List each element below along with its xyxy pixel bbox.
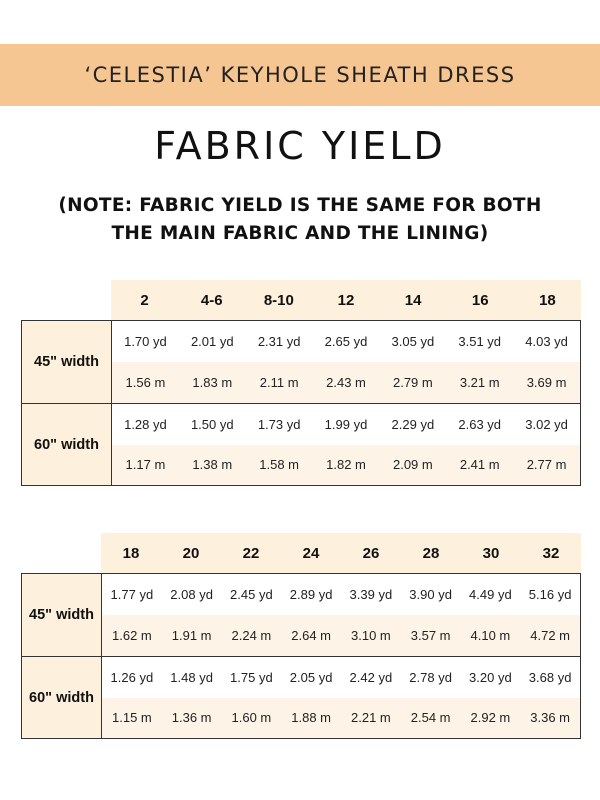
- meterage-value: 1.56 m: [125, 375, 166, 390]
- yield-table-2: [21, 533, 581, 739]
- meterage-value: 1.17 m: [125, 457, 166, 473]
- yardage-value: 2.65 yd: [324, 334, 368, 349]
- size-header: 16: [471, 291, 489, 309]
- meterage-value: 1.83 m: [192, 375, 233, 390]
- yardage-value: 2.08 yd: [170, 587, 213, 602]
- yards-row: [102, 574, 580, 615]
- yardage-value: 1.28 yd: [124, 416, 167, 432]
- yield-table-1: [21, 280, 581, 486]
- size-header: 18: [539, 291, 556, 309]
- yards-row: [102, 657, 580, 698]
- yardage-value: 4.49 yd: [469, 587, 512, 602]
- meterage-value: 1.82 m: [326, 457, 366, 473]
- meterage-value: 1.88 m: [291, 710, 331, 726]
- meterage-value: 1.38 m: [192, 457, 233, 473]
- yardage-value: 1.75 yd: [230, 669, 273, 685]
- yardage-value: 1.73 yd: [257, 416, 301, 432]
- fabric-width-label: 60" width: [22, 657, 102, 738]
- size-header-row: [111, 280, 581, 320]
- row-group-60: [22, 403, 580, 485]
- meterage-value: 4.72 m: [530, 628, 570, 643]
- meterage-value: 2.21 m: [351, 710, 391, 726]
- size-header-row: [101, 533, 581, 573]
- yardage-value: 3.02 yd: [525, 416, 568, 432]
- size-header: 30: [482, 544, 500, 562]
- yardage-value: 3.05 yd: [391, 334, 435, 349]
- yardage-value: 4.03 yd: [525, 334, 568, 349]
- size-header: 24: [302, 544, 320, 562]
- yardage-value: 2.45 yd: [230, 587, 273, 602]
- fabric-width-label: 45" width: [22, 574, 102, 656]
- meterage-value: 2.54 m: [410, 710, 451, 726]
- size-header: 2: [140, 291, 149, 309]
- meterage-value: 3.57 m: [410, 628, 451, 643]
- meterage-value: 2.11 m: [259, 375, 299, 390]
- yardage-value: 3.90 yd: [409, 587, 452, 602]
- meterage-value: 3.21 m: [459, 375, 500, 390]
- yardage-value: 1.70 yd: [124, 334, 167, 349]
- meterage-value: 1.36 m: [171, 710, 212, 726]
- title-banner: [0, 44, 600, 106]
- meterage-value: 2.79 m: [392, 375, 433, 390]
- yardage-value: 2.01 yd: [190, 334, 234, 349]
- meters-row: [102, 615, 580, 656]
- yardage-value: 3.51 yd: [458, 334, 502, 349]
- yardage-value: 3.20 yd: [469, 669, 512, 685]
- meterage-value: 3.36 m: [530, 710, 570, 726]
- note-line-2: THE MAIN FABRIC AND THE LINING): [111, 223, 489, 244]
- yield-note: [0, 192, 600, 248]
- yardage-value: 1.50 yd: [190, 416, 234, 432]
- yield-grid: [21, 320, 581, 486]
- yards-row: [112, 404, 580, 445]
- yardage-value: 2.31 yd: [257, 334, 301, 349]
- row-group-60: [22, 656, 580, 738]
- fabric-width-label: 60" width: [22, 404, 112, 485]
- row-group-45: [22, 321, 580, 403]
- size-header: 12: [337, 291, 355, 309]
- meters-row: [102, 698, 580, 739]
- meterage-value: 1.58 m: [259, 457, 300, 473]
- meterage-value: 2.43 m: [326, 375, 366, 390]
- size-header: 8-10: [263, 291, 294, 309]
- yield-grid: [21, 573, 581, 739]
- meterage-value: 1.15 m: [112, 710, 152, 726]
- yardage-value: 2.29 yd: [391, 416, 435, 432]
- meterage-value: 2.24 m: [231, 628, 272, 643]
- size-header: 26: [362, 544, 380, 562]
- size-header: 22: [242, 544, 260, 562]
- yardage-value: 1.26 yd: [110, 669, 154, 685]
- size-header: 32: [542, 544, 560, 562]
- meterage-value: 2.41 m: [459, 457, 500, 473]
- yardage-value: 3.68 yd: [528, 669, 572, 685]
- yardage-value: 1.99 yd: [324, 416, 368, 432]
- pattern-name: ‘CELESTIA’ KEYHOLE SHEATH DRESS: [84, 63, 516, 87]
- meterage-value: 3.69 m: [526, 375, 567, 390]
- row-group-45: [22, 574, 580, 656]
- meters-row: [112, 362, 580, 403]
- meterage-value: 1.60 m: [231, 710, 272, 726]
- yardage-value: 5.16 yd: [528, 587, 572, 602]
- yardage-value: 2.78 yd: [409, 669, 452, 685]
- meterage-value: 2.64 m: [291, 628, 331, 643]
- page-title: FABRIC YIELD: [154, 124, 446, 168]
- yardage-value: 2.63 yd: [458, 416, 502, 432]
- yards-row: [112, 321, 580, 362]
- yardage-value: 1.48 yd: [170, 669, 213, 685]
- meterage-value: 4.10 m: [470, 628, 511, 643]
- yardage-value: 1.77 yd: [110, 587, 154, 602]
- size-header: 4-6: [200, 291, 223, 309]
- size-header: 14: [404, 291, 422, 309]
- yardage-value: 3.39 yd: [349, 587, 393, 602]
- size-header: 20: [182, 544, 200, 562]
- meterage-value: 2.09 m: [392, 457, 433, 473]
- meterage-value: 2.92 m: [470, 710, 511, 726]
- size-header: 18: [122, 544, 140, 562]
- yardage-value: 2.05 yd: [289, 669, 333, 685]
- note-line-1: (NOTE: FABRIC YIELD IS THE SAME FOR BOTH: [58, 195, 542, 216]
- fabric-width-label: 45" width: [22, 321, 112, 403]
- meterage-value: 1.62 m: [112, 628, 152, 643]
- yardage-value: 2.42 yd: [349, 669, 393, 685]
- size-header: 28: [422, 544, 440, 562]
- meterage-value: 3.10 m: [351, 628, 391, 643]
- meterage-value: 2.77 m: [526, 457, 567, 473]
- meterage-value: 1.91 m: [171, 628, 212, 643]
- yardage-value: 2.89 yd: [289, 587, 333, 602]
- meters-row: [112, 445, 580, 486]
